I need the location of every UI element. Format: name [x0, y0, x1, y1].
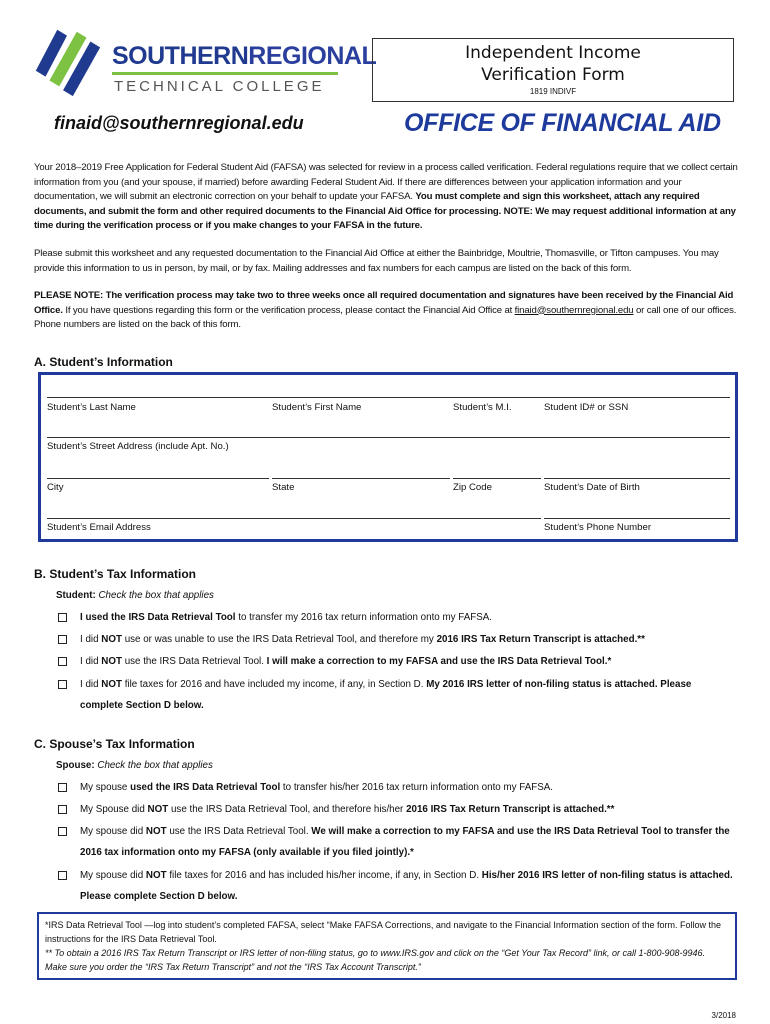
contact-email[interactable]: finaid@southernregional.edu: [54, 113, 304, 133]
intro-paragraph-1: Your 2018–2019 Free Application for Federal Student Aid (FAFSA) was selected for review in a process called verification. Federal regulations require that we collect certain information from you (and your spouse, if married) before awarding Federal Student Aid. If there are differences between your application information and your documentation, we will submit an electronic correction on your behalf to update your FAFSA. You must complete and sign this worksheet, attach any required documents, and submit the form and other required documents to the Financial Aid Office for processing. NOTE: We may request additional information at any time during the verification process or if you make changes to your FAFSA in the future.: [34, 162, 738, 231]
city-field[interactable]: City: [47, 478, 269, 493]
section-c-instruction: Spouse: Check the box that applies: [56, 760, 213, 771]
middle-initial-field[interactable]: Student’s M.I.: [453, 402, 512, 413]
phone-number-field[interactable]: Student’s Phone Number: [544, 518, 730, 533]
email-link[interactable]: finaid@southernregional.edu: [514, 304, 634, 316]
checkbox[interactable]: [58, 613, 67, 622]
intro-paragraph-3: PLEASE NOTE: The verification process may take two to three weeks once all required documentation and signatures have been received by the Financial Aid Office. If you have questions regarding this form or the verification process, please contact the Financial Aid Office at finaid@southernregional.edu or call one of our offices. Phone numbers are listed on the back of this form.: [34, 290, 737, 330]
student-option-1: I used the IRS Data Retrieval Tool to transfer my 2016 tax return information onto my FAFSA.: [58, 607, 748, 628]
checkbox[interactable]: [58, 805, 67, 814]
street-address-field[interactable]: Student’s Street Address (include Apt. No.): [47, 437, 730, 452]
date-of-birth-field[interactable]: Student’s Date of Birth: [544, 478, 730, 493]
section-b-instruction: Student: Check the box that applies: [56, 590, 214, 601]
student-info-box: [38, 372, 738, 542]
student-option-3: I did NOT use the IRS Data Retrieval Tool. I will make a correction to my FAFSA and use the IRS Data Retrieval Tool.*: [58, 651, 748, 672]
checkbox[interactable]: [58, 680, 67, 689]
revision-date: 3/2018: [711, 1011, 736, 1020]
checkbox[interactable]: [58, 657, 67, 666]
field-rule: [47, 397, 730, 398]
section-b-title: B. Student’s Tax Information: [34, 567, 197, 581]
logo-rule: [112, 72, 338, 75]
form-title-line-2: Verification Form: [481, 65, 625, 85]
spouse-option-4: My spouse did NOT file taxes for 2016 and has included his/her income, if any, in Section D. His/her 2016 IRS letter of non-filing status is attached. Please complete Section D below.: [58, 865, 748, 907]
student-option-4: I did NOT file taxes for 2016 and have included my income, if any, in Section D. My 2016 IRS letter of non-filing status is attached. Please complete Section D below.: [58, 674, 728, 716]
spouse-option-1: My spouse used the IRS Data Retrieval Tool to transfer his/her 2016 tax return information onto my FAFSA.: [58, 777, 748, 798]
footnotes-box: [37, 912, 737, 980]
footnote-2: ** To obtain a 2016 IRS Tax Return Transcript or IRS letter of non-filing status, go to www.IRS.gov and click on the “Get Your Tax Record” link, or call 1-800-908-9946. Make sure you order the “IRS Tax Return Transcript” and not the “IRS Tax Account Transcript.”: [45, 948, 706, 972]
form-title-line-1: Independent Income: [465, 43, 641, 63]
college-logo: [28, 22, 377, 102]
footnote-1: *IRS Data Retrieval Tool —log into student’s completed FAFSA, select “Make FAFSA Corrections, and navigate to the Financial Information section of the form. Follow the instructions for the IRS Data Retrieval Tool.: [45, 920, 721, 944]
logo-name: SOUTHERNREGIONAL: [112, 42, 377, 70]
student-option-2: I did NOT use or was unable to use the IRS Data Retrieval Tool, and therefore my 2016 IRS Tax Return Transcript is attached.**: [58, 629, 748, 650]
swoosh-logo-icon: [28, 22, 106, 100]
student-id-field[interactable]: Student ID# or SSN: [544, 402, 629, 413]
checkbox[interactable]: [58, 783, 67, 792]
form-code: 1819 INDIVF: [529, 87, 577, 96]
section-c-title: C. Spouse’s Tax Information: [34, 737, 195, 751]
state-field[interactable]: State: [272, 478, 450, 493]
form-title-box: [372, 38, 734, 102]
zip-code-field[interactable]: Zip Code: [453, 478, 541, 493]
checkbox[interactable]: [58, 827, 67, 836]
checkbox[interactable]: [58, 871, 67, 880]
office-title: OFFICE OF FINANCIAL AID: [404, 109, 721, 137]
section-a-title: A. Student’s Information: [34, 355, 173, 369]
intro-paragraph-2: Please submit this worksheet and any requested documentation to the Financial Aid Office at either the Bainbridge, Moultrie, Thomasville, or Tifton campuses. You may provide this information to us in person, by mail, or by fax. Mailing addresses and fax numbers for each campus are listed on the back of this form.: [34, 248, 719, 274]
spouse-option-2: My Spouse did NOT use the IRS Data Retrieval Tool, and therefore his/her 2016 IRS Tax Return Transcript is attached.**: [58, 799, 748, 820]
checkbox[interactable]: [58, 635, 67, 644]
email-address-field[interactable]: Student’s Email Address: [47, 518, 541, 533]
last-name-field[interactable]: Student’s Last Name: [47, 402, 136, 413]
logo-subtitle: TECHNICAL COLLEGE: [114, 78, 325, 95]
first-name-field[interactable]: Student’s First Name: [272, 402, 362, 413]
spouse-option-3: My spouse did NOT use the IRS Data Retrieval Tool. We will make a correction to my FAFSA and use the IRS Data Retrieval Tool to transfer the 2016 tax information onto my FAFSA (only available if you filed jointly).*: [58, 821, 738, 863]
